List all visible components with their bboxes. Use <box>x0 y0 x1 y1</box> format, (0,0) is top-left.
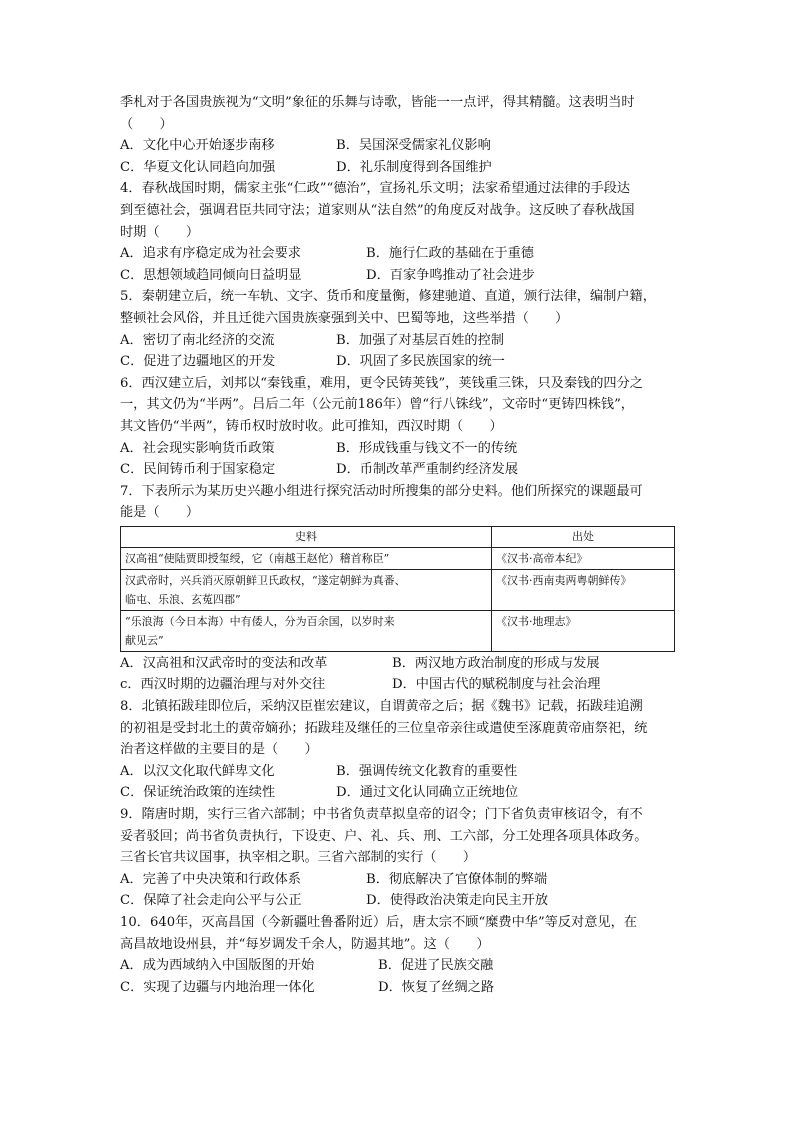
table-cell-source: 《汉书·西南夷两粤朝鲜传》 <box>492 569 675 610</box>
option-row <box>120 869 675 891</box>
option-d: D．恢复了丝绸之路 <box>378 979 495 995</box>
table-cell-source: 《汉书·高帝本纪》 <box>492 547 675 569</box>
question-7 <box>120 481 675 696</box>
option-b: B．彻底解决了官僚体制的弊端 <box>366 871 548 887</box>
question-5 <box>120 286 675 372</box>
question-9 <box>120 804 675 912</box>
question-10 <box>120 912 675 998</box>
option-b: B．形成钱重与钱文不一的传统 <box>336 440 518 456</box>
table-row <box>121 569 675 610</box>
question-text: 7．下表所示为某历史兴趣小组进行探究活动时所搜集的部分史料。他们所探究的课题最可 <box>120 483 643 499</box>
question-8 <box>120 696 675 804</box>
option-d: D．百家争鸣推动了社会进步 <box>366 267 535 283</box>
table-header-source-text: 史料 <box>121 526 492 547</box>
option-d: D．礼乐制度得到各国维护 <box>336 159 492 175</box>
question-text: 8．北镇拓跋珪即位后，采纳汉臣崔宏建议，自谓黄帝之后；据《魏书》记载，拓跋珪追溯 <box>120 699 643 715</box>
exam-page <box>120 92 675 998</box>
question-text: 治者这样做的主要目的是（ ） <box>120 742 318 758</box>
option-d: D．巩固了多民族国家的统一 <box>336 354 505 370</box>
table-header-row <box>121 526 675 547</box>
question-text: 整顿社会风俗，并且迁徙六国贵族豪强到关中、巴蜀等地，这些举措（ ） <box>120 310 569 326</box>
question-text: 高昌故地设州县，并“每岁调发千余人，防遏其地”。这（ ） <box>120 936 490 952</box>
question-text: 时期（ ） <box>120 224 200 240</box>
option-a: A．完善了中央决策和行政体系 <box>120 871 301 887</box>
option-c: c．西汉时期的边疆治理与对外交往 <box>120 677 326 693</box>
question-text: 10．640年，灭高昌国（今新疆吐鲁番附近）后，唐太宗不顾“糜费中华”等反对意见，在 <box>120 915 637 930</box>
question-text: 9．隋唐时期，实行三省六部制；中书省负责草拟皇帝的诏令；门下省负责审核诏令，有不 <box>120 807 643 823</box>
option-a: A．社会现实影响货币政策 <box>120 440 275 456</box>
option-a: A．汉高祖和汉武帝时的变法和改革 <box>120 655 328 671</box>
option-row <box>120 330 675 352</box>
option-row <box>120 653 675 675</box>
question-text: 4．春秋战国时期，儒家主张“仁政”“德治”，宣扬礼乐文明；法家希望通过法律的手段达 <box>120 181 631 197</box>
option-row <box>120 243 675 265</box>
question-text: （ ） <box>120 116 173 132</box>
option-b: B．加强了对基层百姓的控制 <box>336 332 504 348</box>
option-d: D．中国古代的赋税制度与社会治理 <box>392 677 601 693</box>
table-cell-source: 《汉书·地理志》 <box>492 610 675 651</box>
table-cell-text <box>121 547 492 569</box>
table-row <box>121 547 675 569</box>
option-b: B．吴国深受儒家礼仪影响 <box>336 138 491 154</box>
option-d: D．通过文化认同确立正统地位 <box>336 785 519 801</box>
table-cell-text <box>121 569 492 610</box>
option-row <box>120 438 675 460</box>
option-a: A．追求有序稳定成为社会要求 <box>120 246 301 262</box>
option-c: C．华夏文化认同趋向加强 <box>120 159 276 175</box>
question-text: 到至德社会，强调君臣共同守法；道家则从“法自然”的角度反对战争。这反映了春秋战国 <box>120 202 635 218</box>
cell-line: 献见云” <box>125 633 164 647</box>
cell-line: 汉高祖“使陆贾即授玺绶，它（南越王赵佗）稽首称臣” <box>125 551 390 565</box>
question-text: 一，其文仍为“半两”。吕后二年（公元前186年）曾“行八铢线”，文帝时“更铸四株钱”， <box>120 397 634 413</box>
table-header-origin: 出处 <box>492 526 675 547</box>
option-a: A．成为西域纳入中国版图的开始 <box>120 958 315 974</box>
option-c: C．保障了社会走向公平与公正 <box>120 893 302 909</box>
option-d: D．使得政治决策走向民主开放 <box>366 893 549 909</box>
question-text: 能是（ ） <box>120 505 200 521</box>
option-b: B．促进了民族交融 <box>378 958 494 974</box>
cell-line: “乐浪海（今日本海）中有倭人，分为百余国，以岁时来 <box>125 614 395 628</box>
question-6 <box>120 373 675 481</box>
question-text: 6．西汉建立后，刘邦以“秦钱重，难用，更令民铸荚钱”，荚钱重三铢，只及秦钱的四分之 <box>120 375 643 391</box>
option-a: A．密切了南北经济的交流 <box>120 332 275 348</box>
table-row <box>121 610 675 651</box>
option-row <box>120 890 675 912</box>
option-d: D．币制改革严重制约经济发展 <box>336 462 519 478</box>
cell-line: 临屯、乐浪、玄菟四郡” <box>125 592 241 606</box>
question-text: 季札对于各国贵族视为“文明”象征的乐舞与诗歌，皆能一一点评，得其精髓。这表明当时 <box>120 95 635 110</box>
question-text: 三省长官共议国事，执宰相之职。三省六部制的实行（ ） <box>120 850 477 866</box>
option-c: C．民间铸币利于国家稳定 <box>120 462 276 478</box>
option-c: C．促进了边疆地区的开发 <box>120 354 276 370</box>
question-text: 的初祖是受封北土的黄帝嫡孙；拓跋珪及继任的三位皇帝亲往或遣使至涿鹿黄帝庙祭祀，统 <box>120 720 648 736</box>
option-a: A．以汉文化取代鲜卑文化 <box>120 763 275 779</box>
table-cell-text <box>121 610 492 651</box>
option-row <box>120 761 675 783</box>
question-text: 妥者驳回；尚书省负责执行，下设吏、户、礼、兵、刑、工六部，分工处理各项具体政务。 <box>120 828 648 844</box>
option-row <box>120 135 675 157</box>
option-row <box>120 955 675 977</box>
option-row <box>120 977 675 999</box>
option-a: A．文化中心开始逐步南移 <box>120 138 275 154</box>
option-row <box>120 157 675 179</box>
question-3 <box>120 92 675 178</box>
option-row <box>120 351 675 373</box>
option-row <box>120 459 675 481</box>
option-c: C．保证统治政策的连续性 <box>120 785 276 801</box>
option-c: C．实现了边疆与内地治理一体化 <box>120 979 315 995</box>
question-text: 5．秦朝建立后，统一车轨、文字、货币和度量衡，修建驰道、直道，颁行法律，编制户籍， <box>120 289 656 305</box>
option-b: B．强调传统文化教育的重要性 <box>336 763 518 779</box>
cell-line: 汉武帝时，兴兵消灭原朝鲜卫氏政权，“遂定朝鲜为真番、 <box>125 573 406 587</box>
source-table <box>120 526 675 652</box>
question-4 <box>120 178 675 286</box>
option-row <box>120 265 675 287</box>
option-b: B．施行仁政的基础在于重德 <box>366 246 534 262</box>
option-row <box>120 782 675 804</box>
option-b: B．两汉地方政治制度的形成与发展 <box>392 655 600 671</box>
option-c: C．思想领域趋同倾向日益明显 <box>120 267 302 283</box>
option-row <box>120 674 675 696</box>
question-text: 其文皆仍“半两”，铸币权时放时收。此可推知，西汉时期（ ） <box>120 418 503 434</box>
